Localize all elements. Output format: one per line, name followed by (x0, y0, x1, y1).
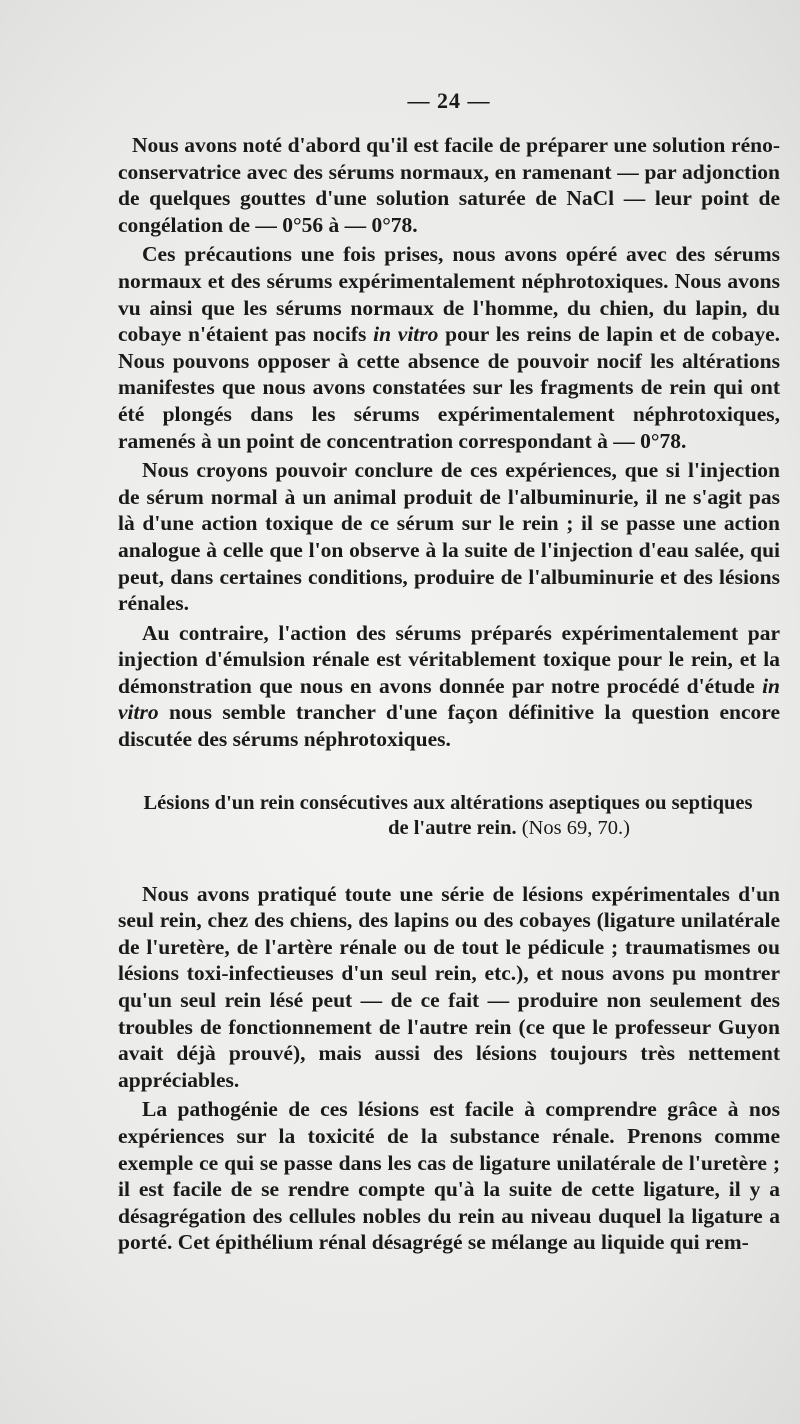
paragraph: Nous croyons pouvoir conclure de ces expériences, que si l'injection de sérum normal à un animal produit de l'albuminurie, il ne s'agit pas là d'une action toxique de ce sérum sur le rein ; il se passe une action analogue à celle que l'on observe à la suite de l'injection d'eau salée, qui peut, dans certaines conditions, produire de l'albuminurie et des lésions rénales. (118, 458, 780, 616)
paragraph (118, 241, 780, 454)
italic-phrase: in vitro (373, 322, 439, 347)
section-title-text: de l'autre rein. (388, 816, 517, 839)
paragraph: Nous avons noté d'abord qu'il est facile de préparer une solution réno-conservatrice avec des sérums normaux, en ramenant — par adjonction de quelques gouttes d'une solution saturée de NaCl — leur point de congélation de — 0°56 à — 0°78. (118, 133, 780, 237)
text-column (118, 88, 780, 1256)
section-title-line1: Lésions d'un rein consécutives aux altérations aseptiques ou septiques (143, 791, 753, 814)
paragraph-text: nous semble trancher d'une façon définitive la question encore discutée des sérums néphrotoxiques. (118, 700, 780, 752)
paragraph-text: Ces précautions une fois prises, nous avons opéré avec des sérums normaux et des sérums expérimentalement néphrotoxiques. Nous avons vu ainsi que les sérums normaux de l'homme, du chien, du lapin, du cobaye n'étaient pas nocifs (118, 242, 780, 347)
italic-phrase: in vitro (118, 673, 780, 725)
paragraph-text: Au contraire, l'action des sérums préparés expérimentalement par injection d'émulsion rénale est véritablement toxique pour le rein, et la démonstration que nous en avons donnée par notre procédé d'étude (118, 620, 780, 698)
spacer (118, 841, 780, 881)
section-reference: (Nos 69, 70.) (521, 816, 630, 839)
paragraph: La pathogénie de ces lésions est facile à comprendre grâce à nos expériences sur la toxicité de la substance rénale. Prenons comme exemple ce qui se passe dans les cas de ligature unilatérale de l'uretère ; il est facile de se rendre compte qu'à la suite de cette ligature, il y a désagrégation des cellules nobles du rein au niveau duquel la ligature a porté. Cet épithélium rénal désagrégé se mélange au liquide qui rem- (118, 1097, 780, 1255)
page-number: — 24 — (407, 88, 491, 113)
paragraph: Nous avons pratiqué toute une série de lésions expérimentales d'un seul rein, chez des chiens, des lapins ou des cobayes (ligature unilatérale de l'uretère, de l'artère rénale ou de tout le pédicule ; traumatismes ou lésions toxi-infectieuses d'un seul rein, etc.), et nous avons pu montrer qu'un seul rein lésé peut — de ce fait — produire non seulement des troubles de fonctionnement de l'autre rein (ce que le professeur Guyon avait déjà prouvé), mais aussi des lésions toujours très nettement appréciables. (118, 881, 780, 1092)
paragraph (118, 620, 780, 753)
section-heading (118, 791, 780, 841)
section-title-line2 (118, 816, 780, 841)
paragraph-text: pour les reins de lapin et de cobaye. Nous pouvons opposer à cette absence de pouvoir nocif les altérations manifestes que nous avons constatées sur les fragments de rein qui ont été plongés dans les sérums expérimentalement néphrotoxiques, ramenés à un point de concentration correspondant à — 0°78. (118, 322, 780, 453)
